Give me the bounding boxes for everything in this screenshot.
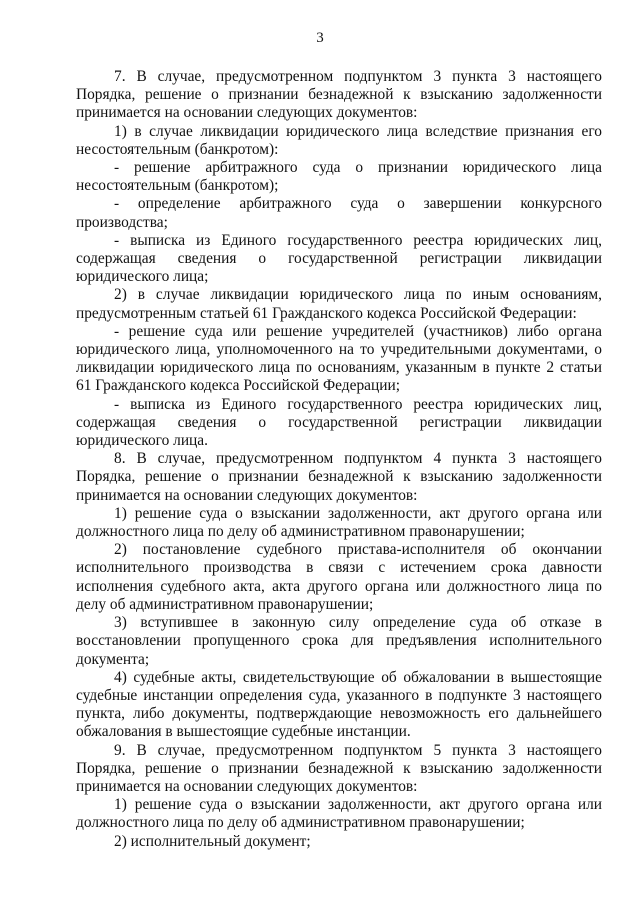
list-item: 1) решение суда о взыскании задолженности, акт другого органа или должностного лица по делу об административном правонарушении;: [76, 504, 602, 541]
list-item: - выписка из Единого государственного реестра юридических лиц, содержащая сведения о государственной регистрации ликвидации юридического лица.: [76, 395, 602, 450]
paragraph-7: 7. В случае, предусмотренном подпунктом 3 пункта 3 настоящего Порядка, решение о признании безнадежной к взысканию задолженности принимается на основании следующих документов:: [76, 68, 602, 122]
list-item: - решение суда или решение учредителей (участников) либо органа юридического лица, уполномоченного на то учредительными документами, о ликвидации юридического лица по основаниям, указанным в пункте 2 статьи 61 Гражданского кодекса Российской Федерации;: [76, 322, 602, 395]
list-item: - решение арбитражного суда о признании юридического лица несостоятельным (банкротом);: [76, 159, 602, 195]
list-item: 2) постановление судебного пристава-исполнителя об окончании исполнительного производства в связи с истечением срока давности исполнения судебного акта, акта другого органа или должностного лица по делу об административном правонарушении;: [76, 541, 602, 613]
list-item: 4) судебные акты, свидетельствующие об обжаловании в вышестоящие судебные инстанции определения суда, указанного в подпункте 3 настоящего пункта, либо документы, подтверждающие невозможность его дальнейшего обжалования в вышестоящие судебные инстанции.: [76, 668, 602, 741]
paragraph-9: 9. В случае, предусмотренном подпунктом 5 пункта 3 настоящего Порядка, решение о признании безнадежной к взысканию задолженности принимается на основании следующих документов:: [76, 741, 602, 795]
list-item: 1) решение суда о взыскании задолженности, акт другого органа или должностного лица по делу об административном правонарушении;: [76, 796, 602, 832]
paragraph-8: 8. В случае, предусмотренном подпунктом 4 пункта 3 настоящего Порядка, решение о признании безнадежной к взысканию задолженности принимается на основании следующих документов:: [76, 450, 602, 504]
list-item: 2) в случае ликвидации юридического лица по иным основаниям, предусмотренным статьей 61 Гражданского кодекса Российской Федерации:: [76, 286, 602, 322]
list-item: 3) вступившее в законную силу определение суда об отказе в восстановлении пропущенного срока для предъявления исполнительного документа;: [76, 614, 602, 668]
list-item: - определение арбитражного суда о завершении конкурсного производства;: [76, 195, 602, 231]
page-number: 3: [316, 30, 324, 46]
document-body: [76, 68, 602, 851]
list-item: - выписка из Единого государственного реестра юридических лиц, содержащая сведения о государственной регистрации ликвидации юридического лица;: [76, 231, 602, 286]
list-item: 2) исполнительный документ;: [114, 832, 311, 850]
list-item: 1) в случае ликвидации юридического лица вследствие признания его несостоятельным (банкротом):: [76, 122, 602, 158]
